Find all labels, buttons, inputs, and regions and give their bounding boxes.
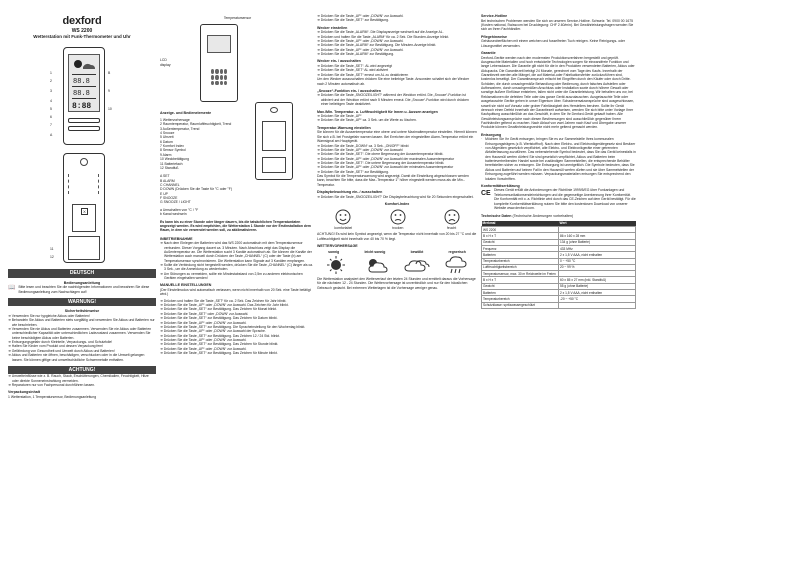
weather-station-back [63, 153, 105, 263]
list-item: 12 Standfuß [160, 165, 179, 170]
list-item: ➜ Drücken Sie die Taste „ALARM“. Die Displayanzeige wechselt auf die Anzeige AL. [317, 30, 444, 35]
list-item: ➜ Drücken Sie die Taste „DOWN“ ca. 3 Sek. „ON/OFF“ blinkt [317, 143, 409, 148]
list-item: ➜ Drücken Sie die Taste „SET“ zur Bestätigung. Das Zeichen für Monat blinkt. [160, 307, 277, 312]
conformity-heading: Konformitätserklärung [481, 183, 520, 188]
service-text: Bei technischen Problemen wenden Sie sich an unseren Service-Hotline. Schweiz: Tel. 0900 00 1675 (Kosten national, Swisscom bei Drucklegung: CHF 2.60/min). Bei Gewährleistungsfragen wenden Sie sich an Ihren Fachhändler. [481, 18, 634, 32]
conformity-text: Dieses Gerät erfüllt die Anforderungen der Richtlinie 1999/5/EG über Funkanlagen und Telekommunikationsendeinrichtungen und die gegenseitige Anerkennung ihrer Konformität. Die Konformität mit o. a. Richtlinie wird durch das CE-Zeichen auf dem Gerät bestätigt. Für die komplette Konformitätserklärung nutzen Sie bitte den kostenlosen Download von unserer Website www.dexford.com. [494, 188, 636, 210]
list-item: ➜ Drücken Sie die Taste „UP“ oder „DOWN“ zur Auswahl. [160, 346, 247, 351]
front-device-figure [8, 43, 156, 151]
list-item: ➜ Drücken Sie die Taste „SET“ oder „DOWN“ zur Auswahl. [160, 311, 249, 316]
list-item: ➜ Drücken Sie die Taste „UP“ oder „DOWN“ zur Auswahl [317, 147, 403, 152]
callout-12: 12 [50, 255, 54, 260]
list-item: ➜ Drücken Sie die Taste „UP“ oder „DOWN“ zur Auswahl. [317, 47, 404, 52]
lcd-label: LCD display [160, 58, 171, 67]
list-item: B ALARM [160, 178, 175, 183]
tech-heading: Technische Daten (Technische Änderungen vorbehalten) [481, 214, 574, 219]
list-item: ➜ Drücken Sie die Taste „UP“ oder „DOWN“ zur Auswahl. [160, 337, 247, 342]
callout-A: A [50, 133, 53, 138]
callout-4: 4 [50, 99, 52, 104]
battery-compartment[interactable] [72, 204, 96, 232]
sensor-lcd [207, 35, 231, 53]
list-item: ➜ Drücken Sie die Taste „ALARM“ zur Bestätigung. [317, 52, 395, 57]
disposal-text: Möchten Sie Ihr Gerät entsorgen, bringen Sie es zur Sammelstelle Ihres kommunalen Entsorgungsträgers (z.B. Wertstoffhof). Nach dem Elektro- und Elektronikgerätegesetz sind Besitzer von Altgeräten gesetzlich verpflichtet, alte Elektro- und Elektronikgeräte einer getrennten Abfallerfassung zuzuführen. Das nebenstehende Symbol bedeutet, dass Sie das Gerät keinesfalls in den Hausmüll werfen dürfen! Sie sind gesetzlich verpflichtet, Akkus und Batterien beim batterievertreibenden Handel sowie bei zuständigen Sammelstellen, die entsprechende Behälter bereitstellen sicher zu entsorgen. Die Entsorgung ist unentgeltlich. Die Symbole bedeuten, dass Sie Akkus und Batterien auf keinen Fall in den Hausmüll werfen dürfen und sie über Sammelstellen der Entsorgung zugeführt werden müssen. Verpackungsmaterialien entsorgen Sie entsprechend den lokalen Vorschriften. [485, 137, 636, 181]
partly-sunny-icon [364, 256, 390, 274]
speaker-grille [211, 69, 227, 85]
list-item: ➜ Nach dem Einlegen der Batterien wird das WS 2200 automatisch mit dem Temperatursensor verbunden. Dieser Vorgang dauert ca. 3 Minuten. Nach Abschluss zeigt das Display die Außentemperatur an. Die Wetterstation sucht 3 Kanäle automatisch ab. Sie können die Kanäle der Wetterstation auch manuell durch Drücken der Taste „CHANNEL“ (C) oder der Taste (b) am Temperatursensor synchronisieren. Die Wetterstation kann Signale auf 3 Kanälen empfangen. [160, 241, 312, 263]
manual-settings-list [160, 299, 315, 356]
list-item: 9 Alarm [160, 152, 172, 157]
safety-heading: Sicherheitshinweise [64, 309, 100, 314]
table-cell: Gewicht [482, 283, 559, 289]
snooze-bar[interactable] [68, 118, 100, 123]
list-item: ➜ Drücken Sie die Taste „SET“ zur Bestätigung. [317, 18, 389, 23]
list-item: ➜ Umwelteinflüsse wie z. B. Rauch, Staub, Erschütterungen, Chemikalien, Feuchtigkeit, Hitze oder direkte Sonneneinstrahlung vermeiden. [8, 374, 149, 383]
care-heading: Pflegehinweise [481, 34, 507, 39]
list-item: ➜ Drücken Sie die Taste „SET“ zur Bestätigung. Das Zeichen 12 / 24 Std. blinkt. [160, 333, 281, 338]
table-cell: -20 ~ +50 °C [559, 296, 636, 302]
table-cell [559, 302, 636, 308]
sensor-battery-compartment[interactable] [262, 121, 286, 151]
table-row [482, 302, 636, 308]
callout-3: 3 [50, 89, 52, 94]
light-bar[interactable] [68, 126, 100, 131]
sun-icon [74, 60, 82, 68]
table-cell: Temperatursensor, max. 30 m Reichweite im Freien [482, 271, 559, 277]
list-item: 6 Datum [160, 139, 173, 144]
table-header: Merkmal Wert [482, 221, 636, 227]
table-cell: 2 x 1,5 V AAA, nicht enthalten [559, 252, 636, 258]
list-item: 8 Sensor Symbol [160, 148, 186, 153]
table-cell: 55 g (ohne Batterie) [559, 283, 636, 289]
smile-face-icon [335, 209, 351, 225]
list-item: ➜ Drücken Sie die Taste „SET“. AL wird angezeigt [317, 64, 393, 69]
list-item: ➜ Drücken und halten Sie die Taste „ALARM“ für ca. 2 Sek. Die Stunden-Anzeige blinkt. [317, 34, 450, 39]
list-item: ➜ Drücken Sie die Taste „SET“ zur Bestätigung. Das Zeichen für Stunde blinkt. [160, 342, 279, 347]
list-item: ➜ Halten Sie Kinder vom Produkt und dessen Verpackung fern! [8, 344, 104, 349]
callout-7: 7 [50, 123, 52, 128]
crossed-bin-icon [481, 137, 482, 150]
list-item: a Umschalten von °C / °F [160, 207, 199, 212]
alarm-toggle-heading: Wecker ein- / ausschalten [317, 59, 361, 64]
list-item: G SNOOZE / LIGHT [160, 200, 191, 205]
table-cell: Temperaturbereich [482, 296, 559, 302]
list-item: ➜ Drücken Sie die Taste „SET“ AL wird aktiviert [317, 68, 389, 73]
svg-text:CE: CE [481, 190, 491, 198]
light-heading: Displaybeleuchtung ein- / ausschalten [317, 190, 383, 195]
table-cell: 433 MHz [559, 245, 636, 251]
list-item: ➜ Verwenden Sie nie Akkus und Batterien zusammen. Verwenden Sie nie Akkus oder Batterien unterschiedlicher Kapazität oder unterschiedlichen Ladezustand zusammen. Verwenden Sie keine beschädigten Akkus oder Batterien. [8, 326, 152, 340]
model-name: WS 2200 [71, 28, 93, 35]
forecast-label: sonnig [328, 249, 340, 254]
list-item: ➜ Um Störungen zu vermeiden, sollte ein Mindestabstand von 2,5m zu anderen elektronischen Geräten eingehalten werden! [160, 271, 303, 281]
brand-logo: dexford [62, 15, 102, 27]
table-cell: 0 ~ +50 °C [559, 258, 636, 264]
manual-settings-intro: (Der Einstellmodus wird automatisch verlassen, wenn nicht innerhalb von 20 Sek. eine Taste betätigt wird.) [160, 288, 311, 297]
list-item: 5 Uhrzeit [160, 135, 174, 140]
product-title: Wetterstation mit Funk-Thermometer und Uhr [33, 34, 131, 40]
hanging-hole [270, 107, 278, 113]
callout-6: 6 [50, 115, 52, 120]
list-item: 1 Wettervorhersage [160, 117, 190, 122]
list-item: ➜ Drücken Sie die Taste „UP“ oder „DOWN“ zur Auswahl der maximalen Aussentemperatur [317, 156, 455, 161]
callout-2: 2 [50, 79, 52, 84]
table-cell: B x H x T [482, 277, 559, 283]
setup-heading: INBETRIEBNAHME [160, 236, 193, 241]
forecast-label: regnerisch [448, 249, 466, 254]
parts-heading: Anzeige- und Bedienelemente [160, 111, 212, 116]
pack-text: 1 Wetterstation, 1 Temperatursensor, Bedienungsanleitung [8, 394, 97, 399]
manual-text: Bitte lesen und beachten Sie die nachfolgenden Informationen und bewahren Sie diese Bedienungsanleitung zum Nachschlagen auf! [18, 285, 150, 294]
column-4 [481, 0, 636, 567]
rainy-icon [445, 256, 471, 274]
list-item: ➜ Drücken Sie die Taste „ALARM“ zur Bestätigung. Die Minuten-Anzeige blinkt. [317, 43, 437, 48]
book-icon: 📖 [8, 285, 16, 292]
tempwarn-heading: Temperatur-Warnung einstellen [317, 125, 371, 130]
list-item: ➜ Drücken Sie die Taste „UP“ oder „DOWN“ zur Auswahl. [160, 320, 247, 325]
list-item: E UP [160, 191, 168, 196]
table-cell: Gewicht [482, 239, 559, 245]
sensor-front [200, 24, 238, 102]
warranty-heading: Garantie [481, 50, 496, 55]
table-cell: Batterien [482, 289, 559, 295]
table-cell: 20 ~ 99 % [559, 264, 636, 270]
table-cell: Frequenz [482, 245, 559, 251]
table-cell: Luftfeuchtigkeitsbereich [482, 264, 559, 270]
list-item: A SET [160, 174, 170, 179]
forecast-icons [317, 256, 477, 274]
warning-banner: WARNUNG! [8, 298, 156, 306]
callout-1: 1 [50, 71, 52, 76]
table-cell: Temperaturbereich [482, 258, 559, 264]
sensor-label: Temperatursensor [223, 16, 252, 20]
list-item: D DOWN (Drücken Sie die Taste für °C oder °F) [160, 187, 232, 192]
list-item: ➜ Drücken Sie die Taste „SET“. Die untere Begrenzung der Aussentemperatur blinkt. [317, 160, 445, 165]
table-cell: 134 g (ohne Batterie) [559, 239, 636, 245]
table-cell: B x H x T [482, 233, 559, 239]
weather-station-front [63, 47, 105, 145]
list-item: ➜ Verwenden Sie nur typgleiche Akkus oder Batterien! [8, 313, 90, 318]
tech-table [481, 221, 636, 309]
comfort-face-dry: trocken [390, 209, 406, 231]
list-item: C CHANNEL [160, 182, 180, 187]
table-cell: 2 x 1,5 V AAA, nicht enthalten [559, 289, 636, 295]
list-item: ➜ Drücken Sie die Taste „SET“. Die obere Begrenzung der Aussentemperatur blinkt. [317, 152, 444, 157]
forecast-note: Die Wetterstation analysiert den Wetterverlauf der letzten 24 Stunden und ermittelt daraus die Vorhersage für die nächsten 12 - 24 Stunden. Die Wettervorhersage ist unverbindlich und nur für den häuslichen Gebrauch gedacht. Bei extremen Wetterlagen ist die Vorhersage weniger genau. [317, 277, 476, 290]
list-item: ➜ Drücken Sie die Taste „SET“ zur Bestätigung. [317, 169, 389, 174]
callout-10: 10 [108, 107, 112, 112]
forecast-label: leicht sonnig [364, 249, 386, 254]
callout-11: 11 [50, 247, 54, 252]
svg-text:88.8: 88.8 [73, 78, 90, 87]
column-1 [8, 0, 156, 567]
tempwarn-note: Das Symbol für die Temperaturwarnung wird angezeigt. Damit die Einstellung abgeschlossen werden kann, beachten Sie bitte, dass die Max.-Temperatur 1° höher eingestellt werden muss als die Min.-Temperatur. [317, 174, 469, 187]
list-item: 7 Komfort Index [160, 144, 184, 149]
lcd-contents [69, 55, 99, 111]
tech-table-body [482, 227, 636, 309]
list-item: 10 Weckbetätigung [160, 157, 189, 162]
svg-text:88.8: 88.8 [73, 90, 90, 99]
callout-5: 5 [50, 107, 52, 112]
comfort-note: ACHTUNG! Es wird kein Symbol angezeigt, wenn die Temperatur nicht innerhalb von 20 bis 27 °C und die Luftfeuchtigkeit nicht innerhalb von 40 bis 70 % liegt. [317, 232, 477, 241]
sad-face-icon [444, 209, 460, 225]
lcd-screen [68, 54, 100, 112]
list-item: F SNOOZE [160, 196, 178, 201]
table-cell: 60 x 85 x 27 mm (inkl. Standfuß) [559, 277, 636, 283]
caution-banner: ACHTUNG! [8, 366, 156, 374]
list-item: ➜ Drücken Sie die Taste „UP“ ca. 3 Sek. um die Werte zu löschen. [317, 118, 417, 123]
list-item: ➜ Drücken Sie die Taste „SET“ zur Bestätigung. Das Zeichen für Minute blinkt. [160, 351, 278, 356]
list-item: ➜ Drücken Sie die Taste „SET“ erneut um AL zu deaktivieren [317, 72, 409, 77]
list-item: ➜ Drücken Sie die Taste „UP“ oder „DOWN“ zur Auswahl. [317, 39, 404, 44]
ce-mark-icon [481, 188, 491, 196]
table-cell: 86 x 160 x 28 mm [559, 233, 636, 239]
warranty-text: Dexford-Geräte werden nach den modernsten Produktionsverfahren hergestellt und geprüft. Ausgesuchte Materialien und hoch entwickelte Technologien sorgen für einwandfreie Funktion und lange Lebensdauer. Die Garantie gilt nicht für die in den Produkten verwendeten Batterien, Akkus oder Akkupacks. Die Garantiezeit beträgt 24 Monate, gerechnet vom Tage des Kaufs. Innerhalb der Garantiezeit werden alle Mängel, die auf Material-oder Fabrikationsfehler zurückzuführen sind, kostenlos beseitigt. Der Garantieanspruch erlischt bei Eingriffen durch den Käufer oder durch Dritte. Schäden, die durch unsachgemäße Behandlung oder Bedienung, durch falsches Aufstellen oder Aufbewahren, durch unsachgemäßen Anschluss oder Installation sowie durch höhere Gewalt oder sonstige äußere Einflüsse entstehen, fallen nicht unter die Garantieleistung. Wir behalten uns vor, bei Reklamationen die defekten Teile oder das ganze Gerät auszutauschen. Ausgetauschte Teile oder ausgetauschte Geräte gehen in unser Eigentum über. Schadenersatzansprüche sind ausgeschlossen, soweit sie nicht auf Vorsatz oder grober Fahrlässigkeit des Herstellers beruhen. Sollte Ihr Gerät dennoch einen Defekt innerhalb der Garantiezeit aufweisen, wenden Sie sich bitte unter Vorlage Ihrer Kaufquittung ausschließlich an das Geschäft, in dem Sie Ihr Dexford-Gerät gekauft haben. Alle Gewährleistungsansprüche nach diesen Bestimmungen sind ausschließlich gegenüber Ihrem Fachhändler geltend zu machen. Nach Ablauf von zwei Jahren nach Kauf und Übergabe unserer Produkte können Gewährleistungsrechte nicht mehr geltend gemacht werden. [481, 55, 635, 130]
stand-foot [68, 236, 100, 260]
minmax-heading: Max./Min. Temperatur- u. Luftfeuchtigkeit für Innen u. Aussen anzeigen [317, 109, 438, 114]
list-item: ➜ Drücken Sie die Taste „UP“ oder „DOWN“ zur Auswahl der minimalen Aussentemperatur [317, 165, 454, 170]
cloudy-icon [404, 256, 430, 274]
forecast-heading: WETTERVORHERSAGE [317, 244, 358, 249]
language-banner: DEUTSCH [8, 269, 156, 277]
table-cell: WS 2200 [482, 227, 559, 233]
list-item: ➜ Drücken Sie die Taste „UP“ oder „DOWN“ zur Auswahl. [317, 14, 404, 18]
sensor-figure [160, 20, 315, 108]
manual-heading: Bedienungsanleitung [63, 280, 101, 285]
list-item: ➜ Gefährdung von Gesundheit und Umwelt durch Akkus und Batterien! [8, 348, 115, 353]
list-item: ➜ Drücken und halten Sie die Taste „SET“ für ca. 2 Sek. Das Zeichen für Jahr blinkt. [160, 298, 287, 303]
list-item: ➜ Drücken Sie die Taste „SET“ zur Bestätigung. Das Zeichen für Datum blinkt. [160, 316, 278, 321]
recycle-icon: X [81, 208, 88, 215]
cloud-icon [83, 64, 95, 69]
list-item: ➜ Behandeln Sie Akkus und Batterien stets sorgfältig und verwenden Sie Akkus und Batterien nur wie beschrieben. [8, 318, 155, 327]
comfort-face-humid: feucht [444, 209, 460, 231]
table-cell: Batterien [482, 252, 559, 258]
conformity-block [481, 188, 636, 210]
care-text: Gehäuseoberflächen mit einem weichen und fusselfreien Tuch reinigen. Keine Reinigungs- oder Lösungsmittel verwenden. [481, 39, 626, 48]
hanging-hole [80, 158, 88, 166]
manual-note [8, 285, 156, 294]
pack-heading: Verpackungsinhalt [8, 390, 40, 395]
sunny-icon [323, 256, 349, 274]
comfort-heading: Komfort-Index [384, 202, 410, 207]
comfort-face-comfortable: komfortabel [334, 209, 352, 231]
list-item: ➜ Drücken Sie die Taste „SNOOZE/LIGHT“ während der Weckton ertönt. Die „Snooze“-Funktion ist aktiviert und der Weckton ertönt nach 5 Minuten erneut. Die „Snooze“-Funktion wird durch drücken einer beliebigen Taste deaktiviert. [317, 93, 469, 107]
table-cell: Schutzklasse: spritzwassergeschützt [482, 302, 559, 308]
list-item: ➜ Akkus und Batterien nie öffnen, beschädigen, verschlucken oder in die Umwelt gelangen lassen. Sie können giftige und umweltschädliche Schwermetalle enthalten. [8, 353, 145, 362]
snooze-heading: „Snooze“-Funktion ein- / ausschalten [317, 88, 381, 93]
neutral-face-icon [390, 209, 406, 225]
list-item: 3 Außentemperatur, Trend [160, 126, 200, 131]
list-item: ➜ Drücken Sie die Taste „UP“ [317, 114, 362, 119]
acclimatize-note: Es kann bis zu einer Stunde oder länger dauern, bis die tatsächlichen Temperaturdaten angezeigt werden. Es wird empfohlen, die Wetterstation 1 Stunde vor der Erstinstallation dem Raum, in dem sie verwendet werden soll, zu akklimatisieren. [160, 219, 311, 233]
column-2 [160, 0, 315, 567]
list-item: ➜ Drücken Sie die Taste „UP“ oder „DOWN“ zur Auswahl. Das Zeichen für Jahr blinkt. [160, 303, 289, 308]
column-3 [317, 0, 477, 567]
sensor-back [255, 102, 293, 180]
disposal-block [481, 137, 636, 181]
safety-list [8, 314, 156, 362]
callout-B: B [108, 71, 111, 76]
comfort-faces [317, 209, 477, 231]
callout-9: 9 [108, 89, 110, 94]
alarm-heading: Wecker einstellen [317, 25, 348, 30]
list-item: 4 Snooze [160, 131, 175, 136]
alarm-note: Um den Wecker auszuschalten drücken Sie eine beliebige Taste. Ansonsten schaltet sich der Wecker nach 2 Minuten automatisch ab. [317, 77, 470, 86]
svg-text:8:88: 8:88 [72, 102, 92, 112]
sensor-switches[interactable] [262, 157, 286, 173]
list-item: ➜ Drücken Sie die Taste „SNOOZE/LIGHT“ Die Displaybeleuchtung wird für 20 Sekunden eingeschaltet. [317, 194, 474, 199]
back-device-figure [8, 151, 156, 266]
list-item: b Kanal wechseln [160, 212, 187, 217]
list-item: ➜ Drücken Sie die Taste „SET“ zur Bestätigung. Die Spracheinstellung für den Wochentag blinkt. [160, 324, 306, 329]
service-heading: Service-Hotline [481, 14, 508, 18]
disposal-heading: Entsorgung [481, 132, 502, 137]
list-item: 2 Raumtemperatur, Raumluftfeuchtigkeit, Trend [160, 122, 232, 127]
keys2-list [160, 208, 315, 217]
tempwarn-intro: Sie können für die Aussentemperatur eine obere und untere Maximaltemperatur einstellen. Hiermit können Sie sich z.B. bei Frostgefahr warnen lassen. Bei Erreichen der eingestellten Alarm-Temperatur ertönt ein Warnsignal am Hauptgerät. [317, 130, 477, 144]
list-item: ➜ Entsorgungsgefahr durch Kleinteile, Verpackungs- und Schutzfolie! [8, 340, 113, 345]
list-item: 11 Batteriefach [160, 161, 183, 166]
list-item: ➜ Sollte die Verbindung nicht hergestellt werden, drücken Sie die Taste „CHANNEL“ (C) länger als ca. 3 Sek., um die Anmeldung zu wiederholen. [160, 262, 313, 272]
list-item: ➜ Drücken Sie die Taste „UP“ oder „DOWN“ zur Auswahl der Sprache. [160, 329, 266, 334]
forecast-label: bewölkt [410, 249, 424, 254]
list-item: ➜ Reparaturen nur von Fachpersonal durchführen lassen. [8, 382, 96, 387]
manual-settings-heading: MANUELLE EINSTELLUNGEN [160, 283, 212, 288]
forecast-labels [317, 250, 477, 254]
